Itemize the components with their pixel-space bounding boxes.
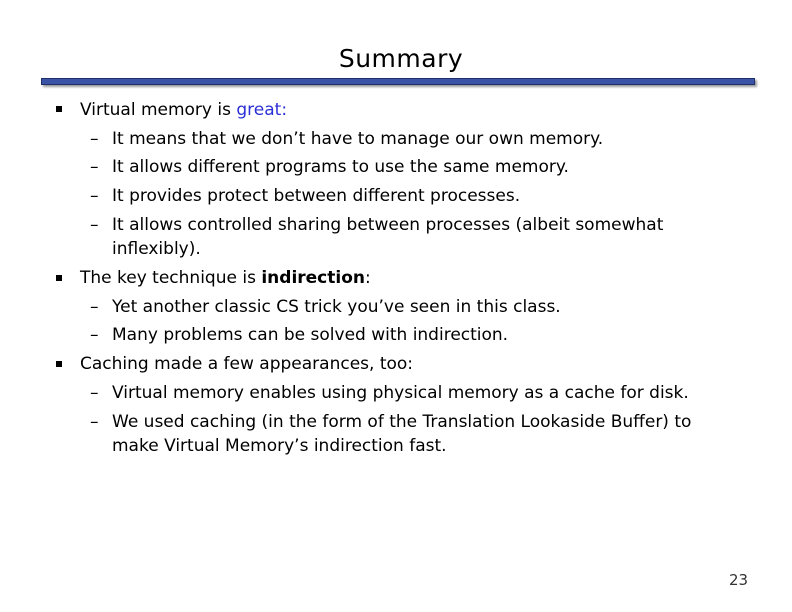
dash-icon: – [90, 297, 99, 317]
bullet-prefix: Virtual memory is [80, 100, 237, 120]
dash-icon: – [90, 186, 99, 206]
sub-bullet-text-continued: make Virtual Memory’s indirection fast. [112, 436, 447, 456]
sub-bullet-text: It provides protect between different processes. [112, 186, 521, 206]
sub-bullet-text: Many problems can be solved with indirection. [112, 325, 509, 345]
sub-bullet-text: Virtual memory enables using physical memory as a cache for disk. [112, 383, 689, 403]
bullet-prefix: Caching made a few appearances, too: [80, 354, 414, 374]
dash-icon: – [90, 383, 99, 403]
sub-bullet-text-continued: inflexibly). [112, 239, 201, 259]
bullet-square-icon [56, 106, 62, 112]
sub-bullet-text: It means that we don’t have to manage our own memory. [112, 129, 604, 149]
slide-title: Summary [338, 44, 464, 73]
dash-icon: – [90, 157, 99, 177]
bullet-text [80, 98, 287, 122]
dash-icon: – [90, 215, 99, 235]
bullet-text [80, 266, 371, 290]
sub-bullet-text: Yet another classic CS trick you’ve seen in this class. [112, 297, 561, 317]
page-number: 23 [729, 571, 749, 589]
sub-bullet-text: It allows different programs to use the same memory. [112, 157, 569, 177]
bullet-square-icon [56, 275, 62, 281]
dash-icon: – [90, 412, 99, 432]
sub-bullet-text: We used caching (in the form of the Translation Lookaside Buffer) to [112, 412, 692, 432]
bullet-highlight: great: [236, 100, 288, 120]
bullet-highlight: indirection [261, 268, 365, 288]
bullet-prefix: The key technique is [80, 268, 262, 288]
dash-icon: – [90, 129, 99, 149]
sub-bullet-text: It allows controlled sharing between processes (albeit somewhat [112, 215, 664, 235]
dash-icon: – [90, 325, 99, 345]
bullet-text [80, 352, 413, 376]
bullet-suffix: : [365, 268, 371, 288]
bullet-square-icon [56, 361, 62, 367]
title-divider [41, 78, 755, 85]
